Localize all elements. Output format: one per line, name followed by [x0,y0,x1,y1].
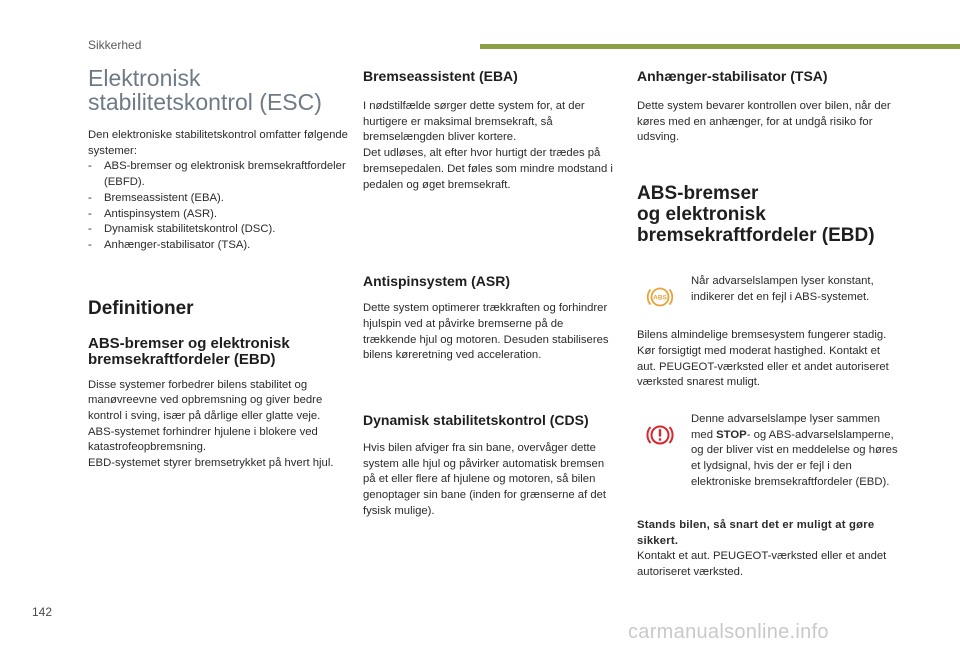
abs-ebd-heading-line-3: bremsekraftfordeler (EBD) [637,225,875,247]
list-dash: - [88,191,92,204]
systems-list-item [88,159,350,190]
ebd-warning-text [691,412,899,491]
cds-text: Hvis bilen afviger fra sin bane, overvåger dette system alle hjul og påvirker automatisk bremsen på et eller flere af hjulene og motoren, så bilen genoptager sin bane (inden for grænserne af det fysisk mulige). [363,442,607,517]
eba-heading: Bremseassistent (EBA) [363,68,518,84]
systems-list-item [88,207,350,223]
stop-contact-text: Kontakt et aut. PEUGEOT-værksted eller et andet autoriseret værksted. [637,550,887,579]
systems-list-item-text: Bremseassistent (EBA). [104,191,224,204]
abs-definition-text-2: ABS-systemet forhindrer hjulene i blokere ved katastrofeopbremsning. [88,425,318,454]
ebd-warning-text-end: - og ABS-advarselslamperne, og der bliver vist en meddelelse og høres et lydsignal, hvis der er fejl i den elektroniske bremsekraftfordeler (EBD). [691,428,898,488]
column-3 [637,66,899,581]
ebd-warning-text-start: Denne advarselslampe lyser sammen med [691,412,880,441]
list-dash: - [88,207,92,220]
tsa-heading: Anhænger-stabilisator (TSA) [637,68,828,84]
brake-warning-icon [645,422,675,453]
systems-list-item-text: Anhænger-stabilisator (TSA). [104,238,251,251]
column-1 [88,66,350,472]
list-dash: - [88,160,92,173]
abs-ebd-heading [637,183,899,246]
abs-warning-text: Når advarselslampen lyser konstant, indikerer det en fejl i ABS-systemet. [691,275,874,303]
asr-text: Dette system optimerer trækkraften og forhindrer hjulspin ved at påvirke bremserne på de trækkende hjul og motoren. Desuden stabiliseres bilens køreretning ved acceleration. [363,302,609,362]
stop-word: STOP [716,428,747,441]
section-label: Sikkerhed [88,38,142,52]
watermark: carmanualsonline.info [628,621,829,643]
column-2 [363,66,618,520]
page-title [88,66,350,114]
eba-text-2: Det udløses, alt efter hvor hurtigt der trædes på bremsepedalen. Det føles som mindre modstand i pedalen og øget bremsekraft. [363,147,613,191]
abs-warning-icon [645,284,675,315]
abs-advice-text: Bilens almindelige bremsesystem fungerer stadig. Kør forsigtigt med moderat hastighed. Kontakt et aut. PEUGEOT-værksted eller et andet autoriseret værksted snarest muligt. [637,329,889,389]
systems-list-item-text: Antispinsystem (ASR). [104,207,217,220]
abs-icon-label: ABS [653,294,667,302]
systems-list-item-text: Dynamisk stabilitetskontrol (DSC). [104,223,276,236]
list-dash: - [88,223,92,236]
page-title-line-1: Elektronisk [88,65,201,91]
eba-text: I nødstilfælde sørger dette system for, at der hurtigere er maksimal bremsekraft, så bremselængden bliver kortere. [363,100,585,144]
section-accent-bar [480,44,960,49]
ebd-warning-block [637,412,899,504]
page-number: 142 [32,605,53,619]
abs-definition-text-3: EBD-systemet styrer bremsetrykket på hvert hjul. [88,457,334,470]
systems-list-item-text: ABS-bremser og elektronisk bremsekraftfordeler (EBFD). [104,160,346,189]
systems-list [88,159,350,253]
abs-ebd-heading-line-2: og elektronisk [637,204,766,226]
abs-definition-text: Disse systemer forbedrer bilens stabilitet og manøvreevne ved opbremsning og giver bedre kontrol i sving, især på dårlige eller glatte veje. [88,378,323,423]
systems-list-item [88,238,350,254]
intro-text: Den elektroniske stabilitetskontrol omfatter følgende systemer: [88,129,348,157]
tsa-text: Dette system bevarer kontrollen over bilen, når der køres med en anhænger, for at undgå risiko for udsving. [637,100,891,144]
systems-list-item [88,222,350,238]
abs-warning-block [637,274,899,310]
list-dash: - [88,238,92,251]
abs-definition-heading: ABS-bremser og elektronisk bremsekraftfordeler (EBD) [88,334,290,369]
abs-ebd-heading-line-1: ABS-bremser [637,183,759,205]
definitions-heading: Definitioner [88,297,194,319]
page-title-line-2: stabilitetskontrol (ESC) [88,89,322,115]
cds-heading: Dynamisk stabilitetskontrol (CDS) [363,412,589,429]
asr-heading: Antispinsystem (ASR) [363,273,511,290]
systems-list-item [88,191,350,207]
stop-instruction: Stands bilen, så snart det er muligt at gøre sikkert. [637,518,875,547]
